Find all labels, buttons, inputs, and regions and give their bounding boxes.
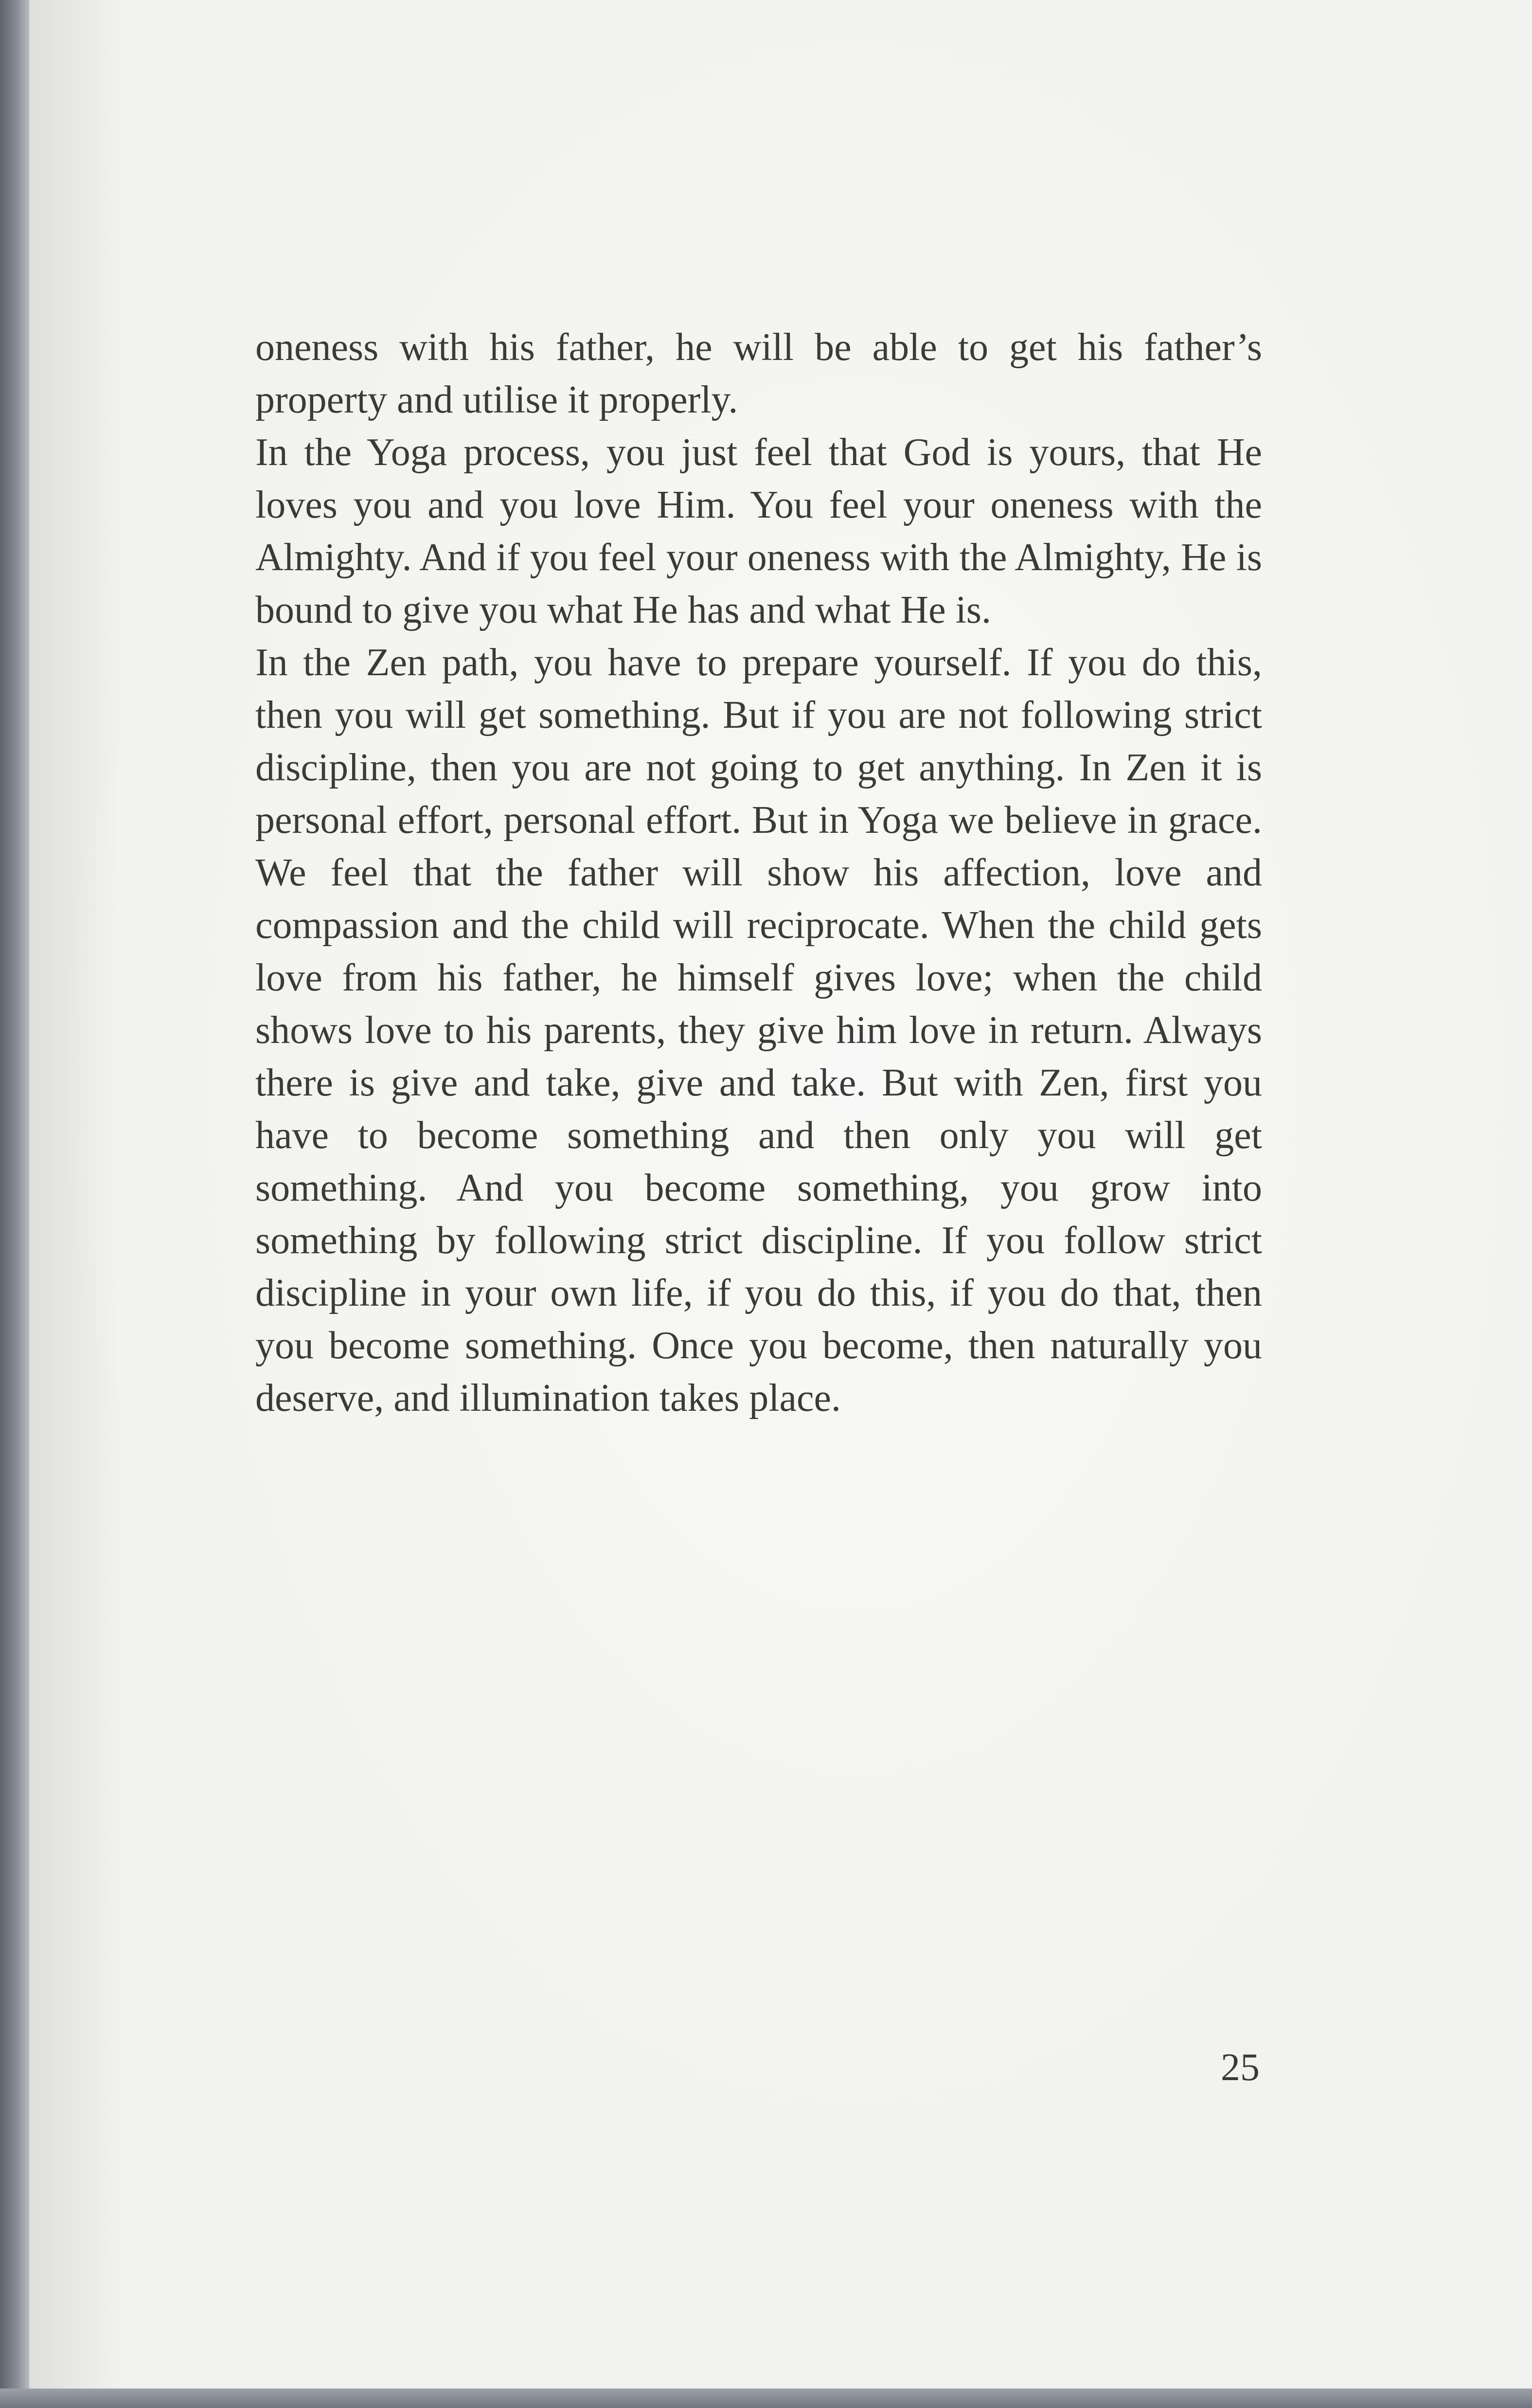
scan-edge-left <box>0 0 29 2408</box>
book-page <box>29 0 1532 2389</box>
scan-edge-bottom <box>0 2389 1532 2408</box>
page-number: 25 <box>1221 2046 1260 2089</box>
paragraph-3: In the Zen path, you have to prepare yourself. If you do this, then you will get something. But if you are not following strict discipline, then you are not going to get anything. In Zen it is personal effort, personal effort. But in Yoga we believe in grace. We feel that the father will show his affection, love and compassion and the child will reciprocate. When the child gets love from his father, he himself gives love; when the child shows love to his parents, they give him love in return. Always there is give and take, give and take. But with Zen, first you have to become something and then only you will get something. And you become something, you grow into something by following strict discipline. If you follow strict discipline in your own life, if you do this, if you do that, then you become something. Once you become, then naturally you deserve, and illumination takes place. <box>255 641 1262 1420</box>
paragraph-1: oneness with his father, he will be able to get his father’s property and utilise it properly. <box>255 326 1262 421</box>
body-text <box>255 321 1262 1424</box>
paragraph-2: In the Yoga process, you just feel that God is yours, that He loves you and you love Him. You feel your oneness with the Almighty. And if you feel your oneness with the Almighty, He is bound to give you what He has and what He is. <box>255 431 1262 631</box>
